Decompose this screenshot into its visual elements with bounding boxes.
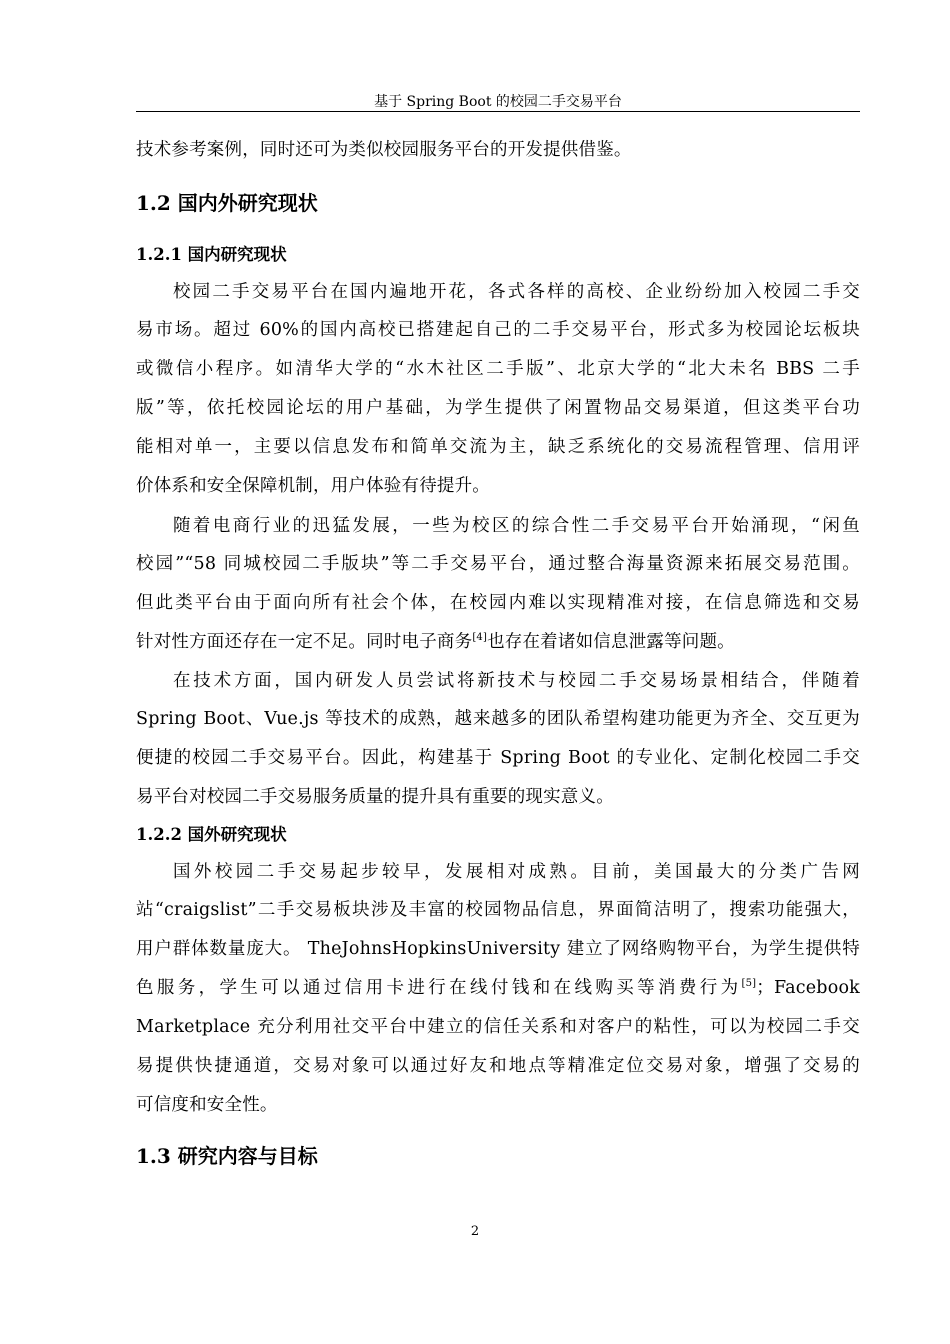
paragraph-line: Marketplace 充分利用社交平台中建立的信任关系和对客户的粘性，可以为校园二手交	[136, 1017, 860, 1037]
paragraph-line: 国外校园二手交易起步较早，发展相对成熟。目前，美国最大的分类广告网	[173, 862, 860, 882]
text-span: 针对性方面还存在一定不足。同时电子商务	[136, 632, 473, 652]
paragraph-line: Spring Boot、Vue.js 等技术的成熟，越来越多的团队希望构建功能更为齐全、交互更为	[136, 709, 860, 729]
section-heading-1-3: 1.3 研究内容与目标	[136, 1144, 318, 1168]
paragraph-line: 价体系和安全保障机制，用户体验有待提升。	[136, 476, 490, 496]
paragraph-line-with-citation	[136, 623, 860, 661]
section-heading-1-2: 1.2 国内外研究现状	[136, 191, 318, 215]
paragraph-line: 或微信小程序。如清华大学的“水木社区二手版”、北京大学的“北大未名 BBS 二手	[136, 359, 860, 379]
continued-line: 技术参考案例，同时还可为类似校园服务平台的开发提供借鉴。	[136, 140, 632, 160]
text-span: 也存在着诸如信息泄露等问题。	[487, 632, 735, 652]
paragraph-line: 便捷的校园二手交易平台。因此，构建基于 Spring Boot 的专业化、定制化校园二手交	[136, 748, 860, 768]
header-rule	[136, 111, 860, 112]
paragraph-line: 在技术方面，国内研发人员尝试将新技术与校园二手交易场景相结合，伴随着	[173, 671, 860, 691]
page-number: 2	[470, 1224, 480, 1239]
paragraph-line: 易提供快捷通道，交易对象可以通过好友和地点等精准定位交易对象，增强了交易的	[136, 1056, 860, 1076]
paragraph-line: 版”等，依托校园论坛的用户基础，为学生提供了闲置物品交易渠道，但这类平台功	[136, 398, 860, 418]
paragraph-line: 可信度和安全性。	[136, 1095, 278, 1115]
paragraph-line: 用户群体数量庞大。 TheJohnsHopkinsUniversity 建立了网络购物平台，为学生提供特	[136, 939, 860, 959]
paragraph-line: 能相对单一，主要以信息发布和简单交流为主，缺乏系统化的交易流程管理、信用评	[136, 437, 860, 457]
paragraph-line: 易平台对校园二手交易服务质量的提升具有重要的现实意义。	[136, 787, 614, 807]
subsection-heading-1-2-2: 1.2.2 国外研究现状	[136, 825, 287, 844]
paragraph-line: 但此类平台由于面向所有社会个体，在校园内难以实现精准对接，在信息筛选和交易	[136, 593, 860, 613]
paragraph-line-with-citation	[136, 969, 860, 1007]
subsection-heading-1-2-1: 1.2.1 国内研究现状	[136, 245, 287, 264]
paragraph-line: 校园”“58 同城校园二手版块”等二手交易平台，通过整合海量资源来拓展交易范围。	[136, 554, 860, 574]
text-span: 色服务，学生可以通过信用卡进行在线付钱和在线购买等消费行为	[136, 978, 742, 998]
paragraph-line: 站“craigslist”二手交易板块涉及丰富的校园物品信息，界面简洁明了，搜索功能强大，	[136, 900, 860, 920]
paragraph-line: 随着电商行业的迅猛发展，一些为校区的综合性二手交易平台开始涌现，“闲鱼	[173, 516, 860, 536]
running-header: 基于 Spring Boot 的校园二手交易平台	[374, 94, 622, 110]
citation-ref: [4]	[472, 632, 488, 644]
paragraph-line: 易市场。超过 60%的国内高校已搭建起自己的二手交易平台，形式多为校园论坛板块	[136, 320, 860, 340]
paragraph-line: 校园二手交易平台在国内遍地开花，各式各样的高校、企业纷纷加入校园二手交	[173, 282, 860, 302]
citation-ref: [5]	[741, 978, 757, 990]
text-span: ；Facebook	[756, 978, 860, 998]
